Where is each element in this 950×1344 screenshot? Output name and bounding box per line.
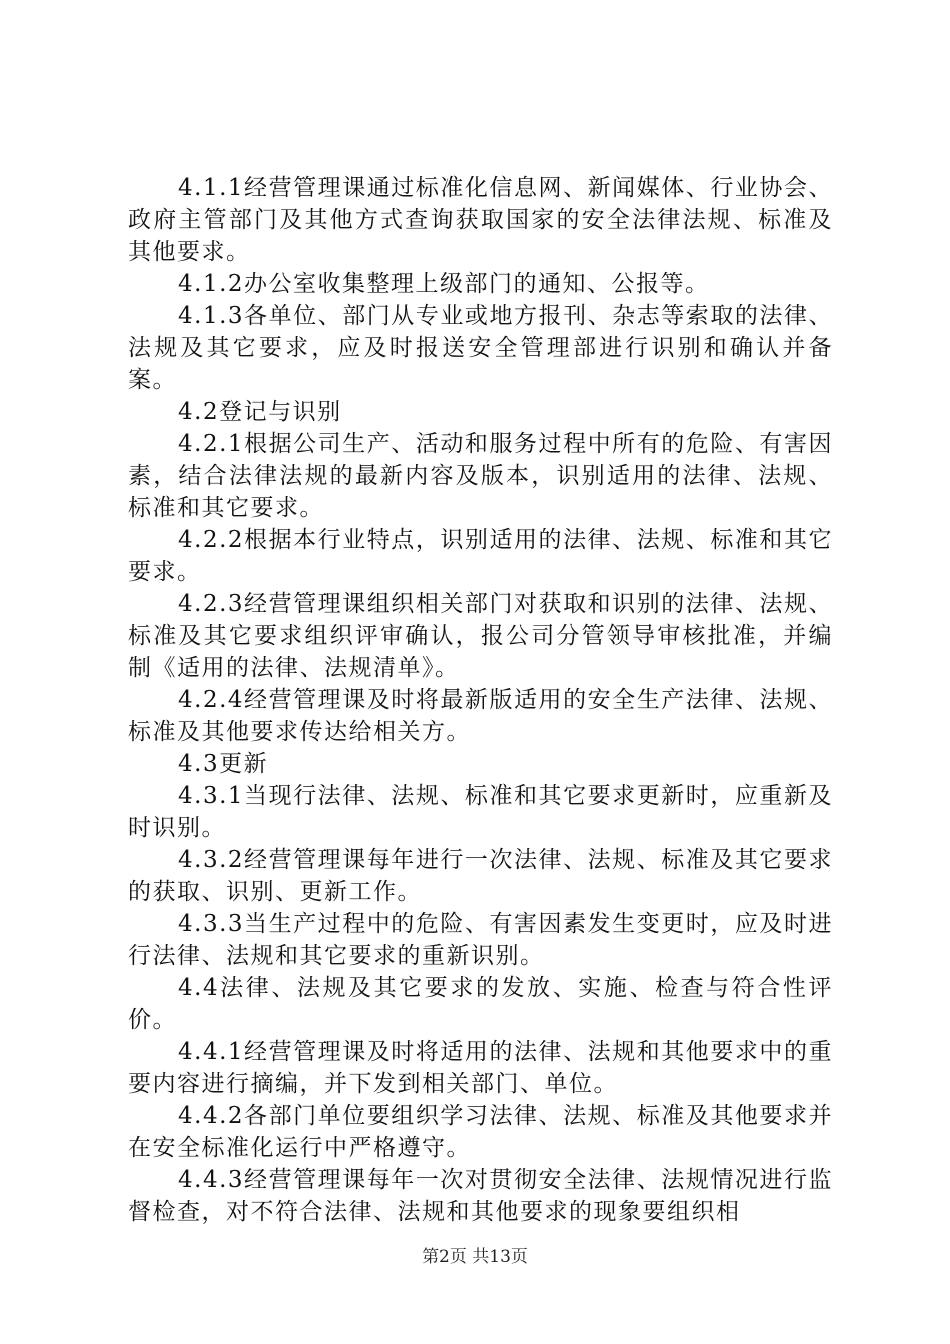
paragraph-4-1-3: 4.1.3各单位、部门从专业或地方报刊、杂志等索取的法律、法规及其它要求，应及时报送安全管理部进行识别和确认并备案。 [128,303,833,393]
page-footer [0,1242,950,1267]
paragraph-4-4: 4.4法律、法规及其它要求的发放、实施、检查与符合性评价。 [128,975,833,1033]
document-body [128,172,833,1228]
paragraph-4-3-1: 4.3.1当现行法律、法规、标准和其它要求更新时，应重新及时识别。 [128,783,833,841]
paragraph-4-3-3: 4.3.3当生产过程中的危险、有害因素发生变更时，应及时进行法律、法规和其它要求的重新识别。 [128,911,833,969]
section-heading-4-2: 4.2登记与识别 [178,399,342,425]
paragraph-4-3-2: 4.3.2经营管理课每年进行一次法律、法规、标准及其它要求的获取、识别、更新工作。 [128,847,833,905]
paragraph-4-1-2: 4.1.2办公室收集整理上级部门的通知、公报等。 [178,271,710,297]
paragraph-4-4-2: 4.4.2各部门单位要组织学习法律、法规、标准及其他要求并在安全标准化运行中严格遵守。 [128,1103,833,1161]
paragraph-4-2-2: 4.2.2根据本行业特点，识别适用的法律、法规、标准和其它要求。 [128,527,833,585]
paragraph-4-2-4: 4.2.4经营管理课及时将最新版适用的安全生产法律、法规、标准及其他要求传达给相关方。 [128,687,833,745]
page-number-label: 第2页 共13页 [422,1247,528,1267]
paragraph-4-1-1: 4.1.1经营管理课通过标准化信息网、新闻媒体、行业协会、政府主管部门及其他方式查询获取国家的安全法律法规、标准及其他要求。 [128,175,833,265]
paragraph-4-4-3: 4.4.3经营管理课每年一次对贯彻安全法律、法规情况进行监督检查，对不符合法律、法规和其他要求的现象要组织相 [128,1167,833,1225]
paragraph-4-4-1: 4.4.1经营管理课及时将适用的法律、法规和其他要求中的重要内容进行摘编，并下发到相关部门、单位。 [128,1039,833,1097]
paragraph-4-2-1: 4.2.1根据公司生产、活动和服务过程中所有的危险、有害因素，结合法律法规的最新内容及版本，识别适用的法律、法规、标准和其它要求。 [128,431,833,521]
paragraph-4-2-3: 4.2.3经营管理课组织相关部门对获取和识别的法律、法规、标准及其它要求组织评审确认，报公司分管领导审核批准，并编制《适用的法律、法规清单》。 [128,591,833,681]
section-heading-4-3: 4.3更新 [178,751,269,777]
